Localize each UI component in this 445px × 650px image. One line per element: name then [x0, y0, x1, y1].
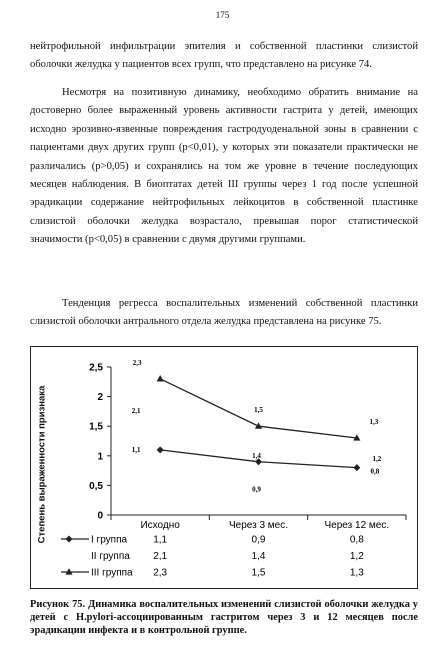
data-point-triangle: [157, 375, 164, 381]
table-cell: 1,2: [349, 551, 364, 562]
data-label: 0,8: [370, 467, 380, 476]
figure-caption: [30, 598, 418, 637]
table-cell: 1,4: [251, 551, 266, 562]
data-point-diamond: [353, 464, 360, 471]
table-cell: 0,9: [251, 534, 266, 546]
figure-caption-label: Рисунок 75.: [30, 599, 86, 610]
line-chart-svg: [31, 347, 417, 588]
data-label: 1,4: [252, 452, 261, 461]
paragraph-2: [30, 84, 418, 250]
table-cell: 1,5: [251, 567, 266, 579]
legend-entry-3: III группа: [91, 567, 133, 579]
data-label: 1,2: [372, 455, 382, 464]
y-tick-label: 1,5: [89, 421, 103, 433]
y-tick-label: 2,5: [89, 362, 103, 374]
paragraph-3-text: Тенденция регресса воспалительных изменений собственной пластинки слизистой оболочки антрального отдела желудка представлена на рисунке 75.: [30, 298, 418, 328]
y-tick-label: 1: [97, 451, 103, 463]
legend-entry-2: II группа: [91, 551, 130, 562]
x-tick-label: Через 12 мес.: [324, 520, 390, 531]
data-label: 1,3: [369, 418, 379, 427]
y-tick-label: 0,5: [89, 480, 103, 492]
data-label: 0,9: [252, 485, 261, 494]
y-tick-label: 2: [97, 392, 103, 404]
x-tick-label: Исходно: [140, 520, 180, 531]
table-cell: 1,1: [153, 534, 168, 546]
paragraph-2-text: Несмотря на позитивную динамику, необходимо обратить внимание на достоверно более выраженный уровень активности гастрита у детей, имеющих исходно эрозивно-язвенные повреждения гастродуоденальной зоны в сравнении с пациентами двух других групп (p<0,01), у которых эти показатели практически не различались (p>0,05) и сохранялись на том же уровне в течение последующих месяцев наблюдения. В биоптатах детей III группы через 1 год после успешной эрадикации содержание нейтрофильных лейкоцитов в собственной пластинке слизистой оболочки желудка возрастало, превышая порог статистической значимости (p<0,05) в сравнении с двумя другими группами.: [30, 87, 418, 246]
table-cell: 2,3: [153, 567, 168, 579]
paragraph-1: [30, 38, 418, 75]
data-label: 2,1: [131, 406, 141, 415]
table-cell: 1,3: [349, 567, 364, 579]
table-cell: 2,1: [153, 551, 168, 562]
data-label: 1,1: [131, 445, 141, 454]
page-number: 175: [215, 10, 230, 20]
y-axis-label: Степень выраженности признака: [36, 385, 48, 543]
data-point-diamond: [157, 446, 164, 453]
paragraph-1-text: нейтрофильной инфильтрации эпителия и собственной пластинки слизистой оболочки желудка у пациентов всех групп, что представлено на рисунке 74.: [30, 41, 418, 71]
y-tick-label: 0: [97, 510, 103, 522]
figure-75-chart: [30, 346, 418, 589]
data-label: 1,5: [254, 406, 263, 415]
x-tick-label: Через 3 мес.: [228, 520, 289, 531]
table-cell: 0,8: [349, 534, 364, 546]
legend-entry-1: I группа: [91, 534, 128, 546]
data-label: 2,3: [132, 358, 142, 367]
paragraph-3: [30, 295, 418, 332]
figure-caption-text: Динамика воспалительных изменений слизистой оболочки желудка у детей с H.pylori-ассоциированным гастритом через 3 и 12 месяцев после эрадикации инфекта и в контрольной группе.: [30, 599, 418, 636]
legend-key-diamond: [66, 536, 73, 543]
